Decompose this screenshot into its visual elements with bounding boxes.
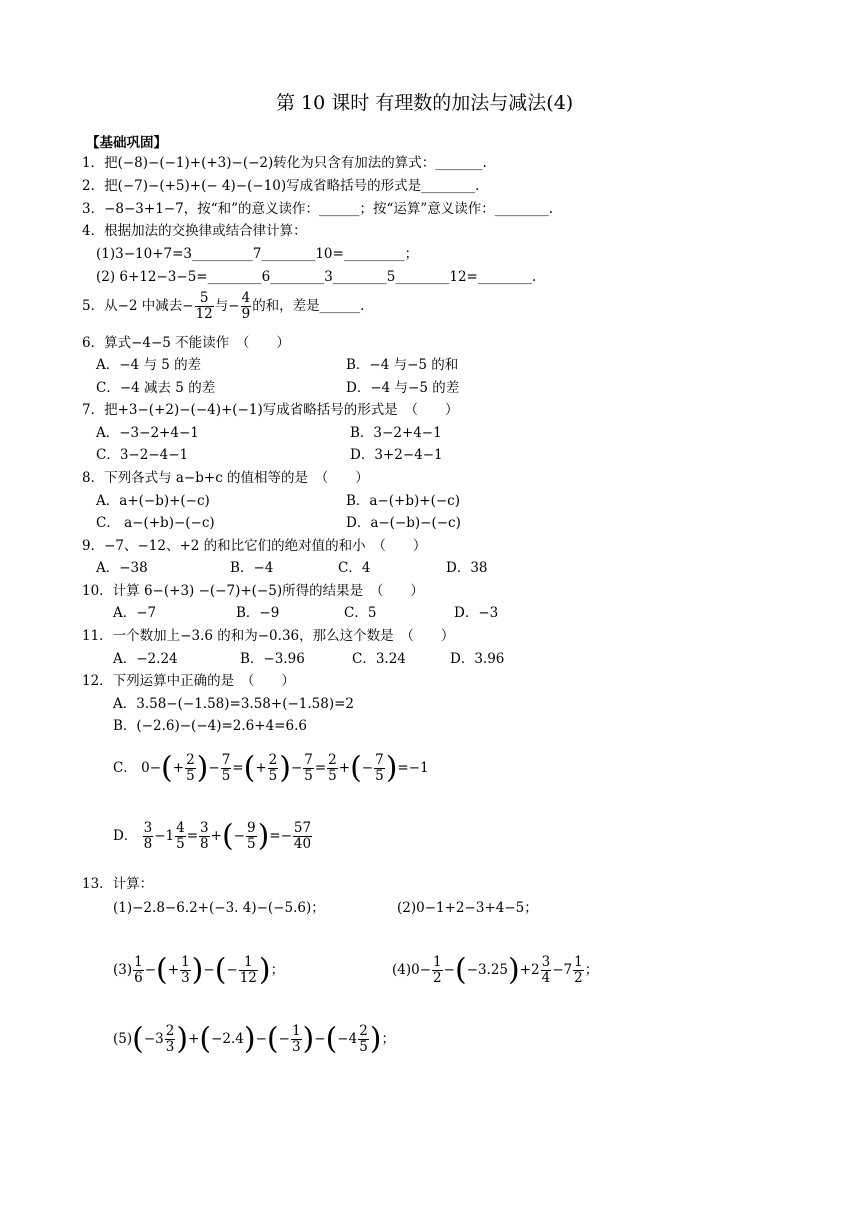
question-13-part-3: (3) $\frac{1}{6}$ −(+ $\frac{1}{3}$ )−(− $\frac{1}{12}$ )； — [113, 952, 285, 988]
section-heading: 【基础巩固】 — [86, 135, 167, 151]
question-9: 9．−7、−12、+2 的和比它们的绝对值的和小 （ ） — [82, 538, 427, 554]
question-3: 3．−8−3+1−7，按“和”的意义读作：______；按“运算”意义读作：________. — [82, 201, 554, 217]
option-d: D． $\frac{3}{8}$ −1 $\frac{4}{5}$ = $\frac{3}{8}$ +(− $\frac{9}{5}$ )=− $\frac{57}{40}$ — [113, 818, 312, 854]
option-b: B．−4 与−5 的和 — [346, 357, 459, 373]
option-a: A．3.58−(−1.58)=3.58+(−1.58)=2 — [113, 696, 355, 712]
option-d: D．38 — [446, 560, 488, 576]
math-expression: $\frac{1}{6}$ −(+ $\frac{1}{3}$ )−(− $\frac{1}{12}$ )； — [134, 952, 285, 988]
option-c: C．4 — [338, 560, 371, 576]
question-13-part-4: (4)0− $\frac{1}{2}$ −(−3.25)+2 $\frac{3}{4}$ −7 $\frac{1}{2}$ ； — [392, 952, 599, 988]
option-b: B．−9 — [236, 605, 280, 621]
option-b: B．3−2+4−1 — [350, 425, 442, 441]
question-7: 7．把+3−(+2)−(−4)+(−1)写成省略括号的形式是 （ ） — [82, 402, 459, 418]
option-d: D．−4 与−5 的差 — [346, 380, 460, 396]
page-title: 第 10 课时 有理数的加法与减法(4) — [276, 92, 574, 114]
option-d: D．3.96 — [450, 651, 505, 667]
option-d: D．a−(−b)−(−c) — [346, 515, 461, 531]
question-6: 6．算式−4−5 不能读作 （ ） — [82, 335, 290, 351]
question-4-part-2: (2) 6+12−3−5=________6________3________5________12=________. — [96, 269, 537, 285]
question-4: 4．根据加法的交换律或结合律计算： — [82, 223, 307, 239]
question-4-part-1: (1)3−10+7=3_________7________10=_________； — [96, 246, 419, 262]
fraction: $\frac{5}{12}$ — [195, 290, 213, 322]
option-b: B．−3.96 — [240, 651, 305, 667]
option-c: C．5 — [344, 605, 377, 621]
question-13-part-2: (2)0−1+2−3+4−5； — [397, 900, 538, 916]
question-1: 1．把(−8)−(−1)+(+3)−(−2)转化为只含有加法的算式：_______. — [82, 155, 487, 171]
question-12: 12．下列运算中正确的是 （ ） — [82, 673, 295, 689]
math-expression: $\frac{3}{8}$ −1 $\frac{4}{5}$ = $\frac{3}{8}$ +(− $\frac{9}{5}$ )=− $\frac{57}{40}$ — [143, 818, 312, 854]
option-d: D．3+2−4−1 — [350, 447, 443, 463]
question-13: 13．计算： — [82, 876, 154, 892]
option-b: B．a−(+b)+(−c) — [346, 493, 460, 509]
option-a: A．−2.24 — [113, 651, 178, 667]
question-11: 11．一个数加上−3.6 的和为−0.36，那么这个数是 （ ） — [82, 628, 455, 644]
option-b: B．(−2.6)−(−4)=2.6+4=6.6 — [113, 718, 307, 734]
option-c: C． 0−(+ $\frac{2}{5}$ )− $\frac{7}{5}$ =(+ $\frac{2}{5}$ )− $\frac{7}{5}$ = $\frac{2}{5}$ +(− $\frac{7}{5}$ )=−1 — [113, 750, 429, 786]
option-a: A．−38 — [96, 560, 148, 576]
question-8: 8．下列各式与 a−b+c 的值相等的是 （ ） — [82, 470, 369, 486]
option-c: C． a−(+b)−(−c) — [96, 515, 215, 531]
question-5: 5．从−2 中减去− $\frac{5}{12}$ 与− $\frac{4}{9}$ 的和，差是______. — [82, 290, 365, 322]
math-expression: (−3 $\frac{2}{3}$ )+(−2.4)−(− $\frac{1}{3}$ )−(−4 $\frac{2}{5}$ )； — [132, 1021, 395, 1057]
option-d: D．−3 — [454, 605, 499, 621]
question-10: 10．计算 6−(+3) −(−7)+(−5)所得的结果是 （ ） — [82, 583, 424, 599]
option-a: A．−7 — [113, 605, 157, 621]
question-13-part-5: (5)(−3 $\frac{2}{3}$ )+(−2.4)−(− $\frac{1}{3}$ )−(−4 $\frac{2}{5}$ )； — [113, 1021, 395, 1057]
option-c: C．3.24 — [352, 651, 406, 667]
option-c: C．−4 减去 5 的差 — [96, 380, 216, 396]
option-a: A．−4 与 5 的差 — [96, 357, 202, 373]
option-b: B．−4 — [230, 560, 274, 576]
math-expression: 0− $\frac{1}{2}$ −(−3.25)+2 $\frac{3}{4}$ −7 $\frac{1}{2}$ ； — [411, 952, 599, 988]
question-13-part-1: (1)−2.8−6.2+(−3. 4)−(−5.6)； — [113, 900, 325, 916]
question-2: 2．把(−7)−(+5)+(− 4)−(−10)写成省略括号的形式是________. — [82, 178, 480, 194]
option-c: C．3−2−4−1 — [96, 447, 189, 463]
option-a: A．a+(−b)+(−c) — [96, 493, 210, 509]
fraction: $\frac{4}{9}$ — [241, 290, 251, 322]
option-a: A．−3−2+4−1 — [96, 425, 199, 441]
math-expression: 0−(+ $\frac{2}{5}$ )− $\frac{7}{5}$ =(+ $\frac{2}{5}$ )− $\frac{7}{5}$ = $\frac{2}{5}$ +(− $\frac{7}{5}$ )=−1 — [141, 750, 429, 786]
